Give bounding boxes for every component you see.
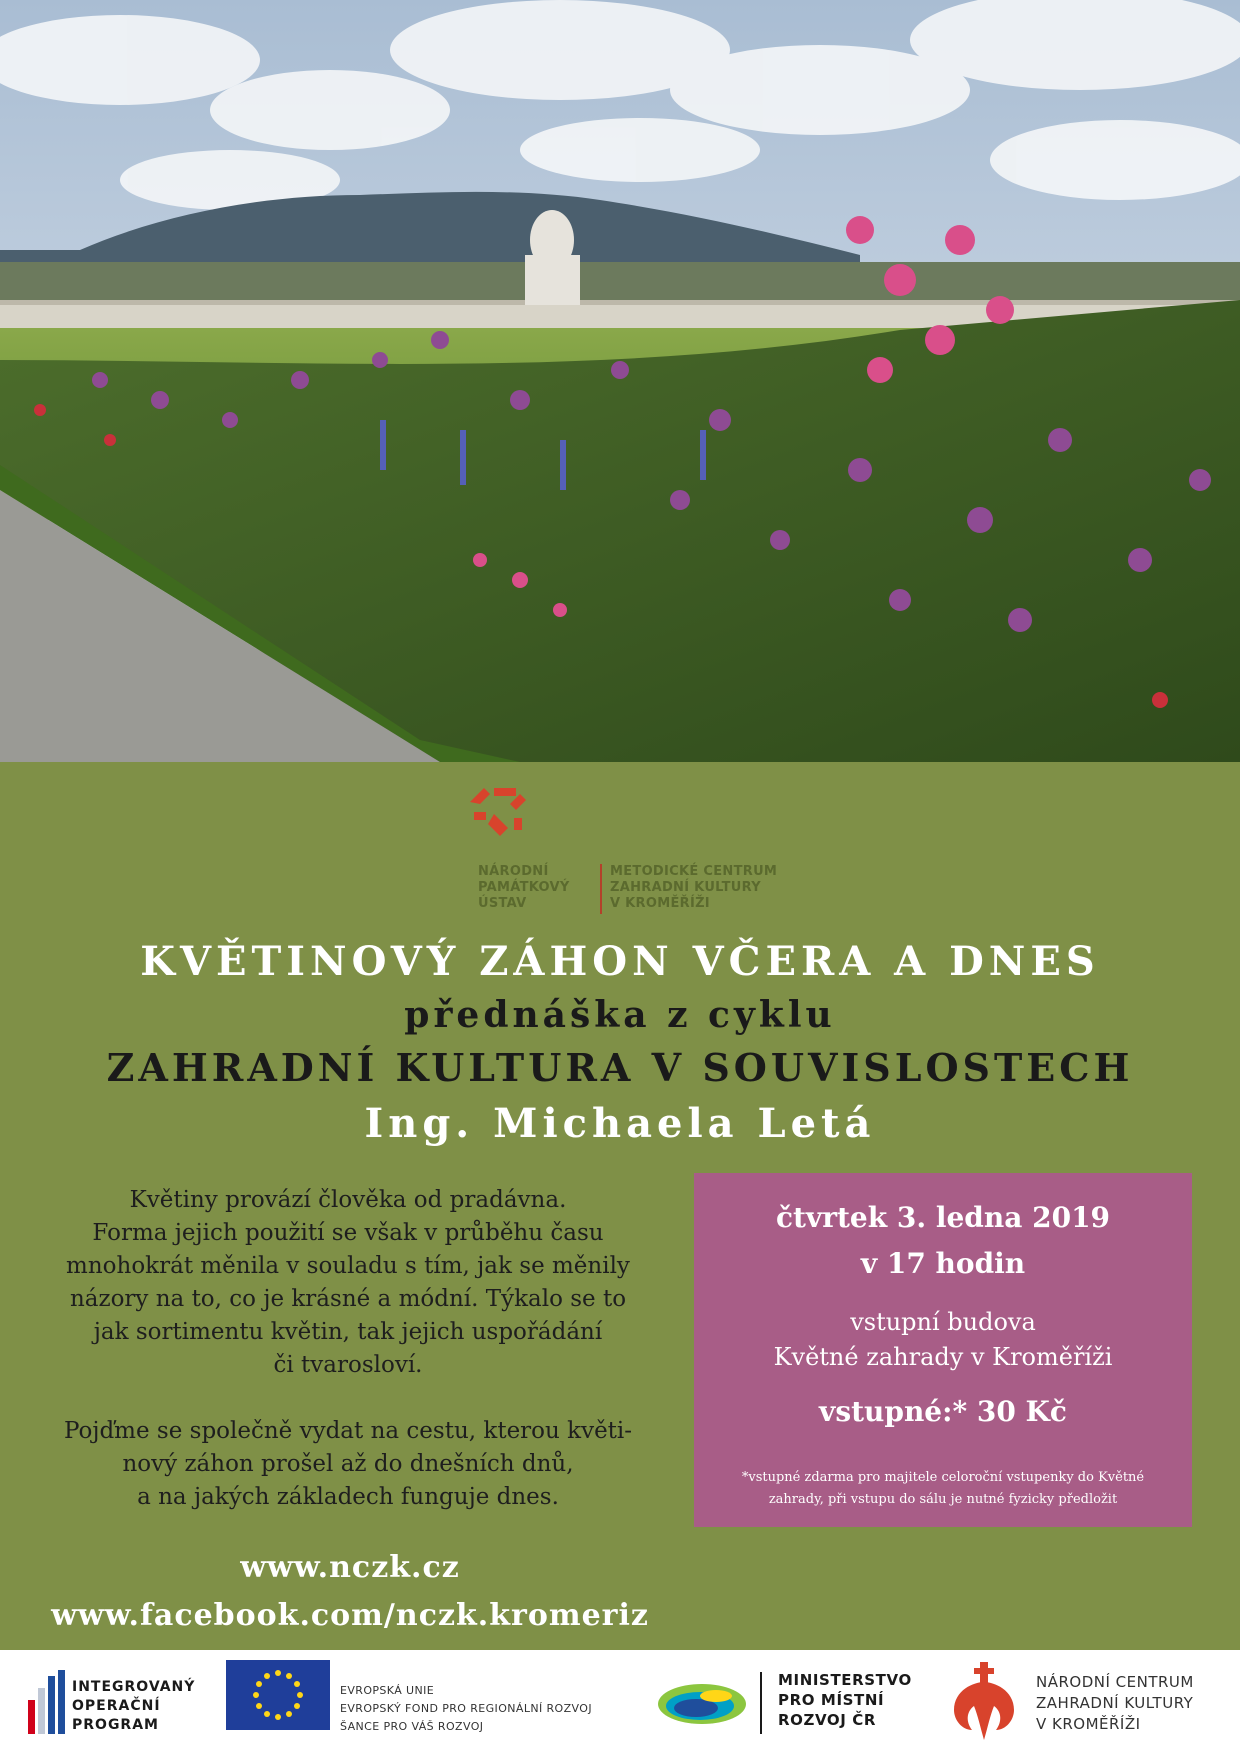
lecture-subtitle: přednáška z cyklu [404,994,836,1036]
event-datetime [694,1195,1192,1287]
desc-line: mnohokrát měnila v souladu s tím, jak se měnily [66,1253,630,1279]
sponsor-footer [0,1650,1240,1754]
series-title: ZAHRADNÍ KULTURA V SOUVISLOSTECH [106,1045,1134,1090]
nczk-line: NÁRODNÍ CENTRUM [1036,1673,1194,1691]
admission-note-line-2: zahrady, při vstupu do sálu je nutné fyzicky předložit [768,1492,1118,1507]
npu-logo [460,784,820,911]
iop-line: INTEGROVANÝ [72,1679,196,1695]
mczk-name-line-3: V KROMĚŘÍŽI [610,896,710,911]
npu-name-line-1: NÁRODNÍ [478,864,549,879]
event-time: v 17 hodin [860,1247,1026,1280]
iop-line: OPERAČNÍ [72,1698,161,1714]
website-link[interactable]: www.nczk.cz [240,1550,460,1585]
event-date: čtvrtek 3. ledna 2019 [775,1201,1111,1234]
desc-line: nový záhon prošel až do dnešních dnů, [122,1451,574,1477]
lecture-description [28,1184,668,1547]
npu-name [478,864,570,912]
desc-line: Květiny provází člověka od pradávna. [129,1187,567,1213]
iop-name [72,1678,195,1735]
npu-name-line-2: PAMÁTKOVÝ [478,880,570,895]
nczk-name [1036,1672,1194,1735]
mmr-line: MINISTERSTVO [778,1671,912,1689]
event-place-line-1: vstupní budova [850,1308,1036,1336]
mmr-divider [760,1672,762,1734]
eu-line: ŠANCE PRO VÁŠ ROZVOJ [340,1720,484,1733]
npu-name-line-3: ÚSTAV [478,896,527,911]
npu-mark-icon [460,784,534,844]
desc-line: názory na to, co je krásné a módní. Týkalo se to [69,1286,627,1312]
eu-line: EVROPSKÝ FOND PRO REGIONÁLNÍ ROZVOJ [340,1702,592,1715]
mmr-name [778,1670,912,1730]
event-info-box [694,1173,1192,1527]
nczk-line: ZAHRADNÍ KULTURY [1036,1694,1194,1712]
admission-note [714,1467,1172,1511]
description-paragraph-2 [28,1415,668,1514]
eu-name [340,1682,592,1736]
logo-divider [600,864,602,914]
mczk-name-line-2: ZAHRADNÍ KULTURY [610,880,761,895]
desc-line: Forma jejich použití se však v průběhu času [92,1220,604,1246]
desc-line: a na jakých základech funguje dnes. [137,1484,559,1510]
mczk-name [610,864,777,912]
lecture-title: KVĚTINOVÝ ZÁHON VČERA A DNES [140,938,1100,985]
mmr-line: ROZVOJ ČR [778,1711,877,1729]
desc-line: či tvarosloví. [273,1352,423,1378]
speaker-name: Ing. Michaela Letá [364,1100,876,1147]
event-place [694,1305,1192,1375]
mczk-name-line-1: METODICKÉ CENTRUM [610,864,778,879]
admission-fee: vstupné:* 30 Kč [819,1395,1067,1428]
mmr-line: PRO MÍSTNÍ [778,1691,885,1709]
event-place-line-2: Květné zahrady v Kroměříži [773,1343,1113,1371]
admission-note-line-1: *vstupné zdarma pro majitele celoroční vstupenky do Květné [741,1470,1145,1485]
nczk-emblem-icon [944,1660,1024,1744]
desc-line: jak sortimentu květin, tak jejich uspořádání [93,1319,603,1345]
desc-line: Pojďme se společně vydat na cestu, kterou květi- [63,1418,633,1444]
event-panel [0,762,1240,1650]
eu-flag-icon [226,1660,330,1730]
mmr-logo-icon [656,1676,748,1732]
eu-line: EVROPSKÁ UNIE [340,1684,435,1697]
iop-flag-icon [28,1670,68,1734]
garden-photo [0,0,1240,762]
iop-line: PROGRAM [72,1717,159,1733]
facebook-link[interactable]: www.facebook.com/nczk.kromeriz [51,1598,649,1633]
description-paragraph-1 [28,1184,668,1382]
nczk-line: V KROMĚŘÍŽI [1036,1715,1141,1733]
